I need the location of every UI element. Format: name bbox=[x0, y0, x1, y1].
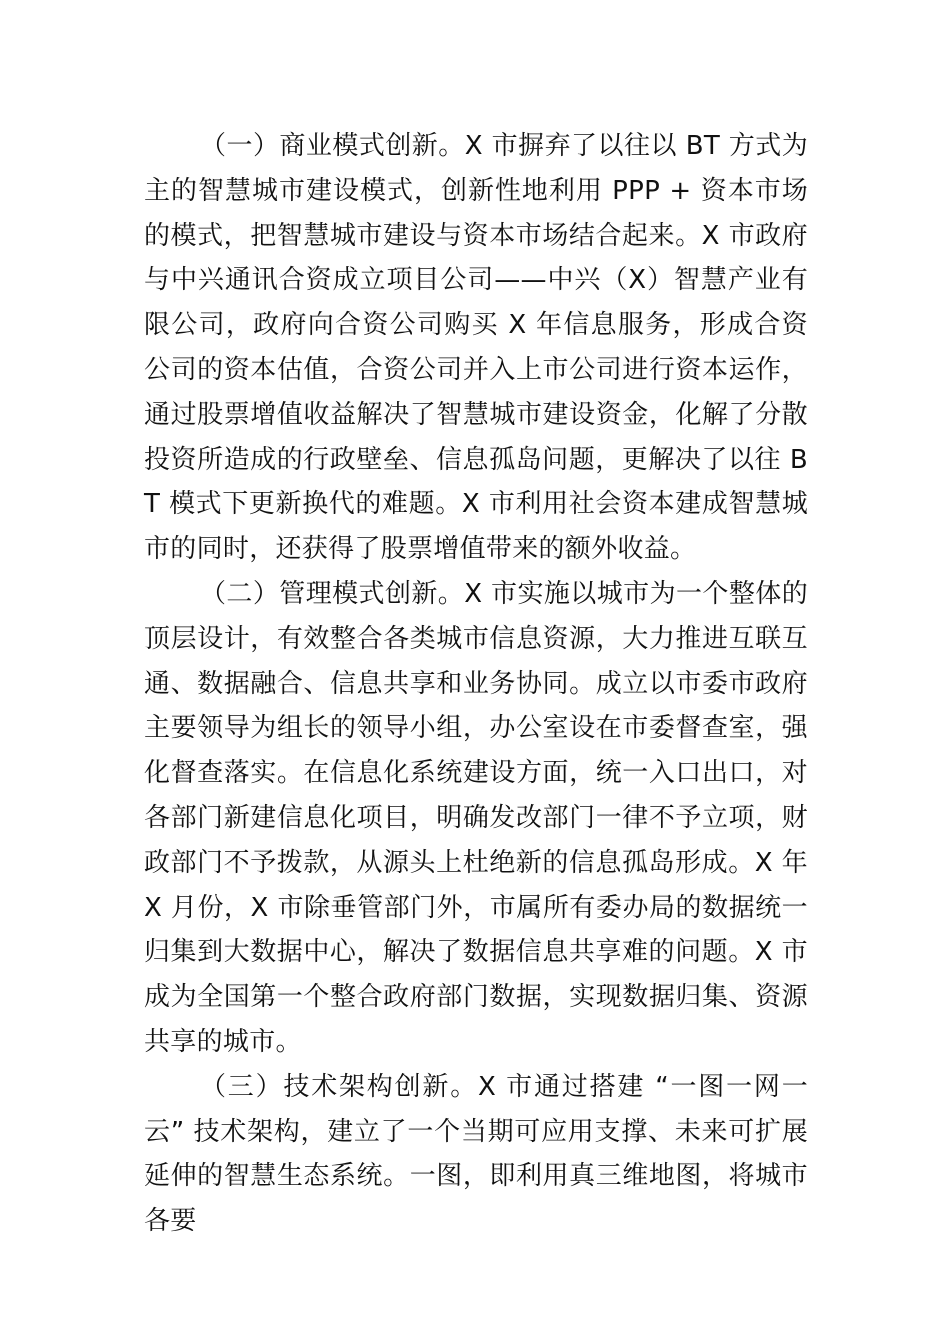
paragraph-business-model: （一）商业模式创新。X 市摒弃了以往以 BT 方式为主的智慧城市建设模式，创新性地利用 PPP + 资本市场的模式，把智慧城市建设与资本市场结合起来。X 市政府与中兴通讯合资成立项目公司——中兴（X）智慧产业有限公司，政府向合资公司购买 X 年信息服务，形成合资公司的资本估值，合资公司并入上市公司进行资本运作，通过股票增值收益解决了智慧城市建设资金，化解了分散投资所造成的行政壁垒、信息孤岛问题，更解决了以往 BT 模式下更新换代的难题。X 市利用社会资本建成智慧城市的同时，还获得了股票增值带来的额外收益。 bbox=[144, 131, 808, 565]
document-body bbox=[144, 124, 808, 1244]
paragraph-management-model: （二）管理模式创新。X 市实施以城市为一个整体的顶层设计，有效整合各类城市信息资源，大力推进互联互通、数据融合、信息共享和业务协同。成立以市委市政府主要领导为组长的领导小组，办公室设在市委督查室，强化督查落实。在信息化系统建设方面，统一入口出口，对各部门新建信息化项目，明确发改部门一律不予立项，财政部门不予拨款，从源头上杜绝新的信息孤岛形成。X 年 X 月份，X 市除垂管部门外，市属所有委办局的数据统一归集到大数据中心，解决了数据信息共享难的问题。X 市成为全国第一个整合政府部门数据，实现数据归集、资源共享的城市。 bbox=[144, 578, 808, 1057]
paragraph-technical-architecture: （三）技术架构创新。X 市通过搭建 “一图一网一云” 技术架构，建立了一个当期可应用支撑、未来可扩展延伸的智慧生态系统。一图，即利用真三维地图，将城市各要 bbox=[144, 1071, 808, 1237]
